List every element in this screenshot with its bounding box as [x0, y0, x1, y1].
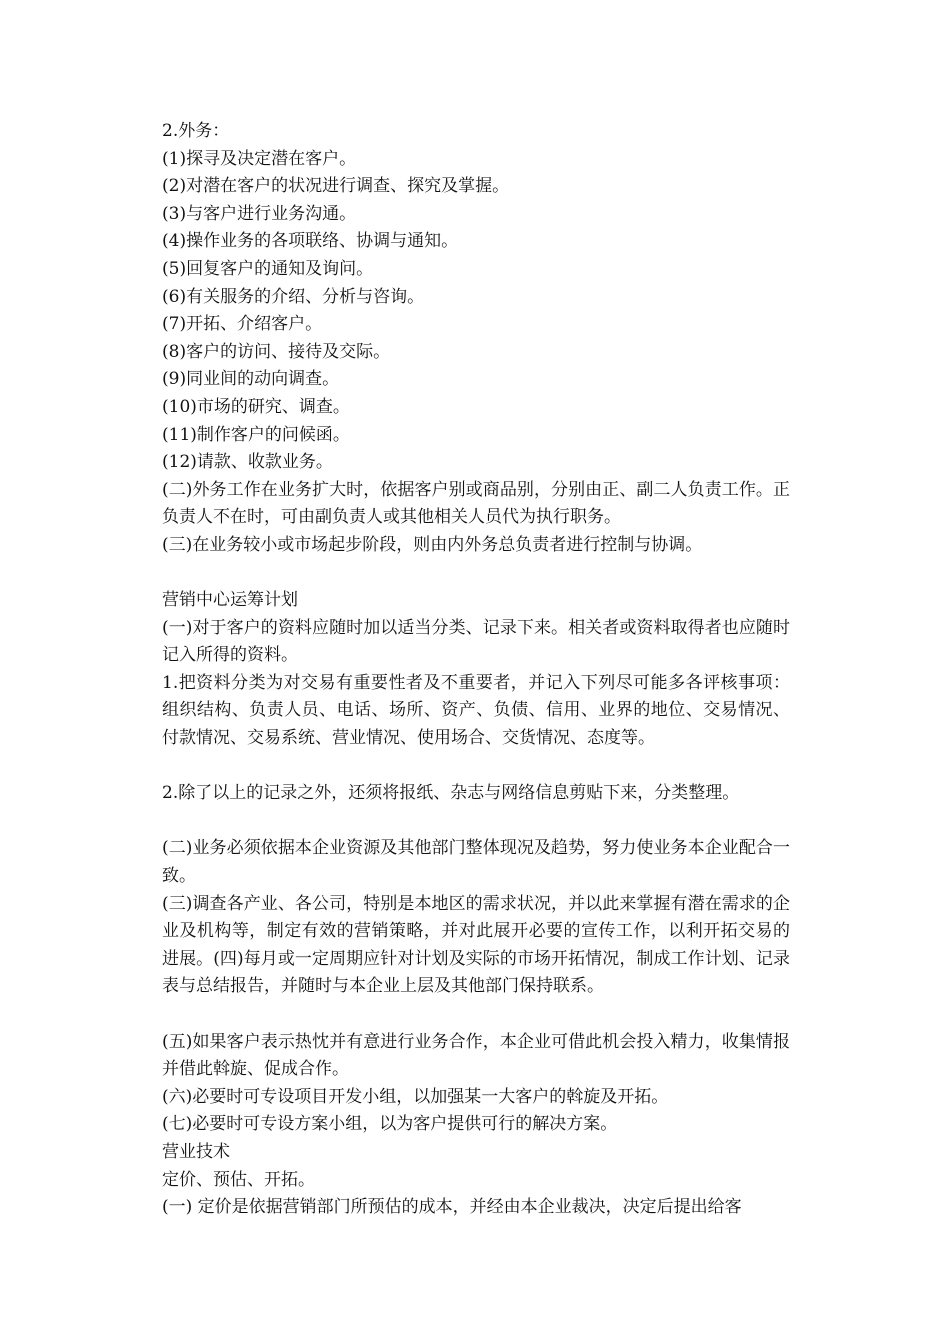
list-item: (3)与客户进行业务沟通。 — [162, 203, 357, 224]
body-paragraph: 2.除了以上的记录之外，还须将报纸、杂志与网络信息剪贴下来，分类整理。 — [162, 783, 740, 804]
list-item: (8)客户的访问、接待及交际。 — [162, 341, 391, 362]
paragraph-spacer — [162, 560, 790, 588]
section-heading-sales-technique: 营业技术 — [162, 1141, 230, 1162]
body-paragraph: (一) 定价是依据营销部门所预估的成本，并经由本企业裁决，决定后提出给客 — [162, 1197, 742, 1218]
list-item: (9)同业间的动向调查。 — [162, 369, 340, 390]
list-item: (2)对潜在客户的状况进行调查、探究及掌握。 — [162, 176, 510, 197]
list-item: (7)开拓、介绍客户。 — [162, 314, 323, 335]
body-paragraph: (一)对于客户的资料应随时加以适当分类、记录下来。相关者或资料取得者也应随时记入所得的资料。 — [162, 617, 790, 666]
body-paragraph: (五)如果客户表示热忱并有意进行业务合作，本企业可借此机会投入精力，收集情报并借此斡旋、促成合作。 — [162, 1031, 790, 1080]
body-paragraph: (二)业务必须依据本企业资源及其他部门整体现况及趋势，努力使业务本企业配合一致。 — [162, 838, 790, 887]
list-item: (6)有关服务的介绍、分析与咨询。 — [162, 286, 425, 307]
paragraph-spacer — [162, 753, 790, 781]
body-paragraph: (三)在业务较小或市场起步阶段，则由内外务总负责者进行控制与协调。 — [162, 534, 703, 555]
document-body — [162, 118, 790, 1222]
body-paragraph: 1.把资料分类为对交易有重要性者及不重要者，并记入下列尽可能多各评核事项：组织结构、负责人员、电话、场所、资产、负债、信用、业界的地位、交易情况、付款情况、交易系统、营业情况、使用场合、交货情况、态度等。 — [162, 672, 790, 749]
list-item: (11)制作客户的问候函。 — [162, 424, 350, 445]
section-heading-marketing-plan: 营销中心运筹计划 — [162, 590, 298, 611]
body-paragraph: 定价、预估、开拓。 — [162, 1169, 315, 1190]
body-paragraph: (三)调查各产业、各公司，特别是本地区的需求状况，并以此来掌握有潜在需求的企业及机构等，制定有效的营销策略，并对此展开必要的宣传工作，以利开拓交易的进展。(四)每月或一定周期应针对计划及实际的市场开拓情况，制成工作计划、记录表与总结报告，并随时与本企业上层及其他部门保持联系。 — [162, 893, 790, 997]
body-paragraph: (二)外务工作在业务扩大时，依据客户别或商品别，分别由正、副二人负责工作。正负责人不在时，可由副负责人或其他相关人员代为执行职务。 — [162, 479, 790, 528]
list-item: (5)回复客户的通知及询问。 — [162, 258, 374, 279]
section-heading-external-affairs: 2.外务： — [162, 121, 230, 141]
paragraph-spacer — [162, 808, 790, 836]
body-paragraph: (七)必要时可专设方案小组，以为客户提供可行的解决方案。 — [162, 1114, 618, 1135]
list-item: (10)市场的研究、调查。 — [162, 396, 350, 417]
list-item: (1)探寻及决定潜在客户。 — [162, 148, 357, 169]
list-item: (4)操作业务的各项联络、协调与通知。 — [162, 231, 459, 252]
body-paragraph: (六)必要时可专设项目开发小组，以加强某一大客户的斡旋及开拓。 — [162, 1086, 669, 1107]
list-item: (12)请款、收款业务。 — [162, 452, 333, 473]
paragraph-spacer — [162, 1001, 790, 1029]
